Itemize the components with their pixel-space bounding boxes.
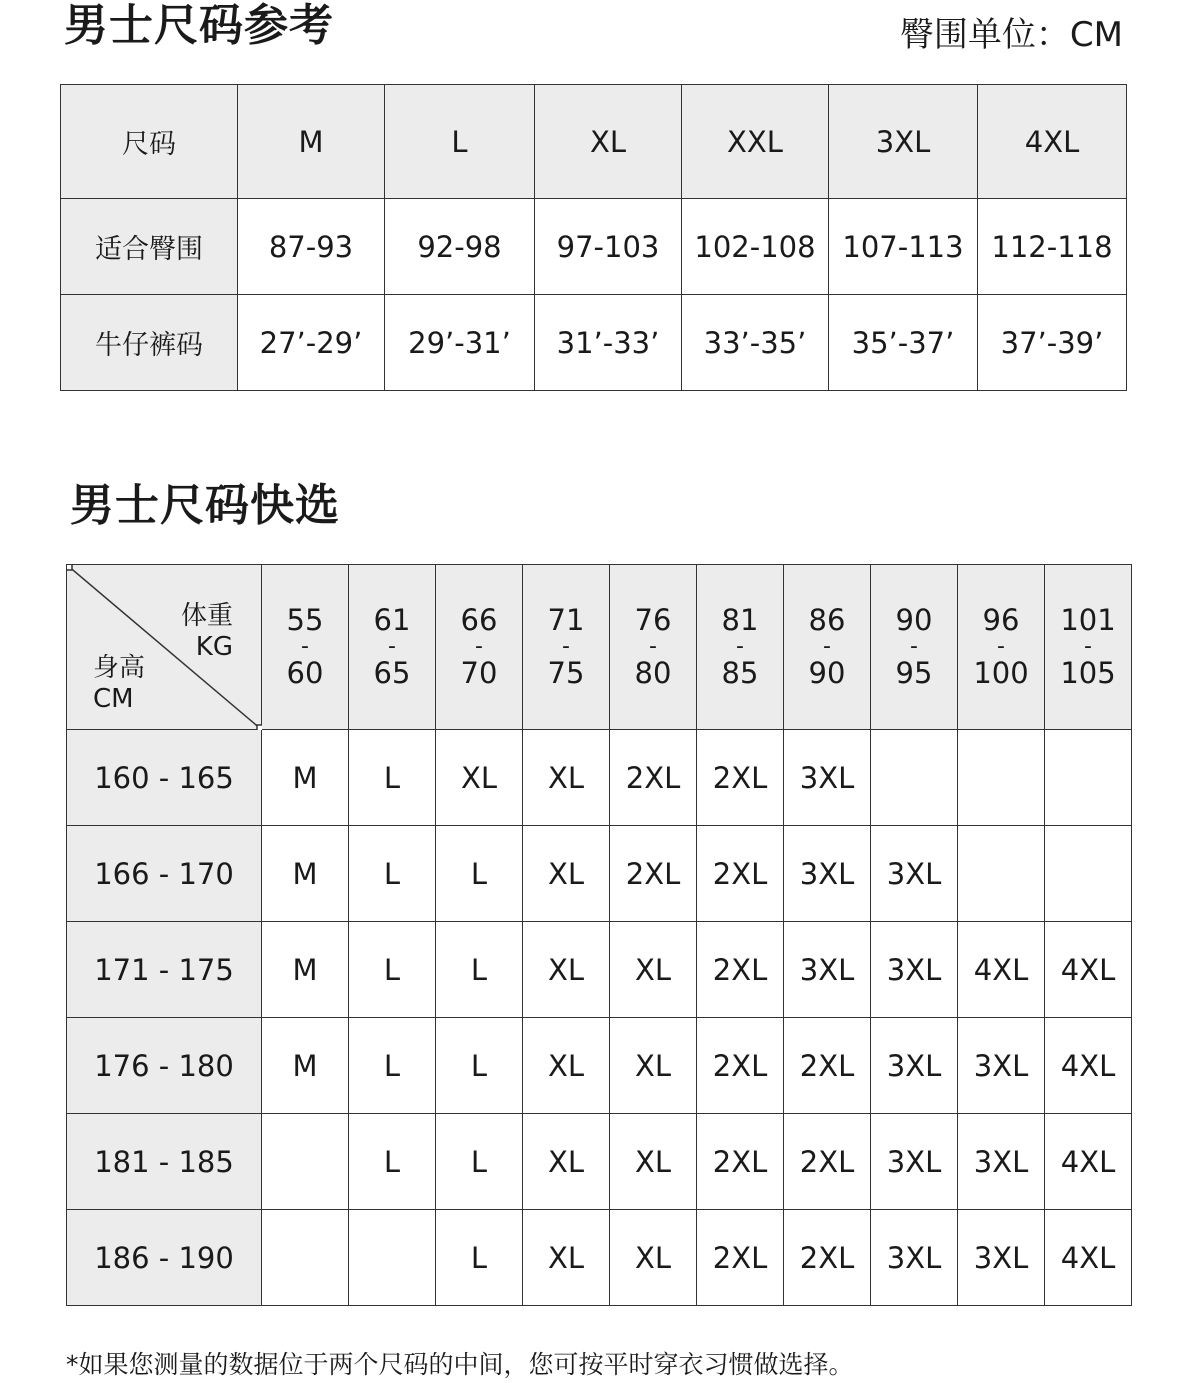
size-cell — [871, 730, 958, 826]
size-quick-pick-title: 男士尺码快选 — [70, 480, 340, 531]
hip-cell: 107-113 — [829, 199, 978, 295]
hip-cell: 97-103 — [535, 199, 682, 295]
size-cell: 4XL — [1045, 1210, 1132, 1306]
size-cell: 2XL — [784, 1018, 871, 1114]
height-row-label: 176 - 180 — [67, 1018, 262, 1114]
height-row — [67, 922, 1132, 1018]
size-cell: M — [262, 922, 349, 1018]
size-cell — [262, 1114, 349, 1210]
size-header-cell: 3XL — [829, 85, 978, 199]
size-cell: 3XL — [871, 1114, 958, 1210]
corner-weight-label — [181, 601, 233, 663]
height-row — [67, 1018, 1132, 1114]
size-cell: 3XL — [784, 826, 871, 922]
size-cell — [958, 730, 1045, 826]
hip-cell: 102-108 — [682, 199, 829, 295]
size-cell — [262, 1210, 349, 1306]
size-cell: 2XL — [784, 1114, 871, 1210]
size-cell: 3XL — [784, 922, 871, 1018]
weight-header-cell: 76 - 80 — [610, 565, 697, 730]
size-cell: 2XL — [610, 730, 697, 826]
size-cell: XL — [523, 1210, 610, 1306]
height-row — [67, 826, 1132, 922]
size-cell: L — [436, 826, 523, 922]
jeans-cell: 31’-33’ — [535, 295, 682, 391]
size-cell: L — [349, 922, 436, 1018]
corner-height-label — [93, 653, 145, 715]
weight-header-cell: 55 - 60 — [262, 565, 349, 730]
size-cell: 2XL — [610, 826, 697, 922]
corner-weight-text: 体重 — [180, 601, 233, 631]
weight-header-cell: 71 - 75 — [523, 565, 610, 730]
size-cell: XL — [523, 826, 610, 922]
hip-cell: 92-98 — [385, 199, 535, 295]
size-cell: XL — [523, 730, 610, 826]
hip-unit-label: 臀围单位：CM — [899, 15, 1123, 55]
size-cell: XL — [523, 1018, 610, 1114]
weight-header-cell: 101 - 105 — [1045, 565, 1132, 730]
size-cell: M — [262, 1018, 349, 1114]
size-cell — [958, 826, 1045, 922]
corner-height-text: 身高 — [93, 653, 146, 683]
footnote: *如果您测量的数据位于两个尺码的中间，您可按平时穿衣习惯做选择。 — [66, 1350, 854, 1379]
height-row-label: 166 - 170 — [67, 826, 262, 922]
jeans-cell: 29’-31’ — [385, 295, 535, 391]
size-cell — [1045, 826, 1132, 922]
size-reference-title: 男士尺码参考 — [64, 0, 334, 51]
hip-cell: 112-118 — [978, 199, 1127, 295]
jeans-row — [61, 295, 1127, 391]
size-cell: L — [349, 826, 436, 922]
size-cell: L — [436, 1210, 523, 1306]
size-header-cell: M — [238, 85, 385, 199]
weight-header-cell: 96 - 100 — [958, 565, 1045, 730]
size-cell: XL — [523, 1114, 610, 1210]
height-row-label: 181 - 185 — [67, 1114, 262, 1210]
size-cell: 3XL — [958, 1018, 1045, 1114]
jeans-cell: 35’-37’ — [829, 295, 978, 391]
size-cell: 4XL — [1045, 922, 1132, 1018]
size-cell: 3XL — [871, 826, 958, 922]
jeans-row-label: 牛仔裤码 — [61, 295, 238, 391]
jeans-cell: 33’-35’ — [682, 295, 829, 391]
size-header-cell: L — [385, 85, 535, 199]
hip-cell: 87-93 — [238, 199, 385, 295]
size-cell: XL — [610, 1018, 697, 1114]
height-row-label: 160 - 165 — [67, 730, 262, 826]
hip-row-label: 适合臀围 — [61, 199, 238, 295]
size-cell: L — [436, 922, 523, 1018]
size-header-cell: 4XL — [978, 85, 1127, 199]
size-header-row — [61, 85, 1127, 199]
size-cell: 4XL — [1045, 1018, 1132, 1114]
height-row — [67, 1114, 1132, 1210]
size-cell: L — [436, 1114, 523, 1210]
size-cell: XL — [523, 922, 610, 1018]
size-cell: 2XL — [784, 1210, 871, 1306]
weight-header-cell: 66 - 70 — [436, 565, 523, 730]
size-cell: 3XL — [871, 922, 958, 1018]
height-row-label: 171 - 175 — [67, 922, 262, 1018]
hip-row — [61, 199, 1127, 295]
size-cell: 4XL — [1045, 1114, 1132, 1210]
size-cell: M — [262, 730, 349, 826]
size-cell: 2XL — [697, 922, 784, 1018]
size-cell: L — [349, 1114, 436, 1210]
size-cell: L — [349, 730, 436, 826]
weight-header-cell: 61 - 65 — [349, 565, 436, 730]
size-cell: XL — [610, 1114, 697, 1210]
size-cell — [349, 1210, 436, 1306]
weight-header-cell: 86 - 90 — [784, 565, 871, 730]
size-cell: 2XL — [697, 826, 784, 922]
weight-header-cell: 81 - 85 — [697, 565, 784, 730]
size-cell: 2XL — [697, 1210, 784, 1306]
height-row — [67, 1210, 1132, 1306]
size-cell: M — [262, 826, 349, 922]
corner-weight-unit: KG — [195, 632, 233, 662]
size-cell: 2XL — [697, 1114, 784, 1210]
size-header-cell: XXL — [682, 85, 829, 199]
size-cell: 2XL — [697, 730, 784, 826]
size-cell: 3XL — [784, 730, 871, 826]
size-cell — [1045, 730, 1132, 826]
jeans-cell: 37’-39’ — [978, 295, 1127, 391]
size-reference-table — [60, 84, 1127, 391]
weight-header-row — [67, 565, 1132, 730]
size-cell: 3XL — [958, 1210, 1045, 1306]
weight-header-cell: 90 - 95 — [871, 565, 958, 730]
height-row-label: 186 - 190 — [67, 1210, 262, 1306]
height-row — [67, 730, 1132, 826]
size-cell: L — [349, 1018, 436, 1114]
size-cell: 3XL — [871, 1018, 958, 1114]
size-cell: XL — [610, 922, 697, 1018]
size-cell: 3XL — [958, 1114, 1045, 1210]
size-cell: 2XL — [697, 1018, 784, 1114]
size-cell: XL — [610, 1210, 697, 1306]
size-cell: 4XL — [958, 922, 1045, 1018]
size-header-cell: XL — [535, 85, 682, 199]
size-cell: L — [436, 1018, 523, 1114]
size-quick-pick-table — [66, 564, 1132, 1306]
size-cell: 3XL — [871, 1210, 958, 1306]
size-cell: XL — [436, 730, 523, 826]
jeans-cell: 27’-29’ — [238, 295, 385, 391]
size-header-label: 尺码 — [61, 85, 238, 199]
height-weight-corner — [67, 565, 262, 730]
corner-height-unit: CM — [93, 684, 134, 714]
